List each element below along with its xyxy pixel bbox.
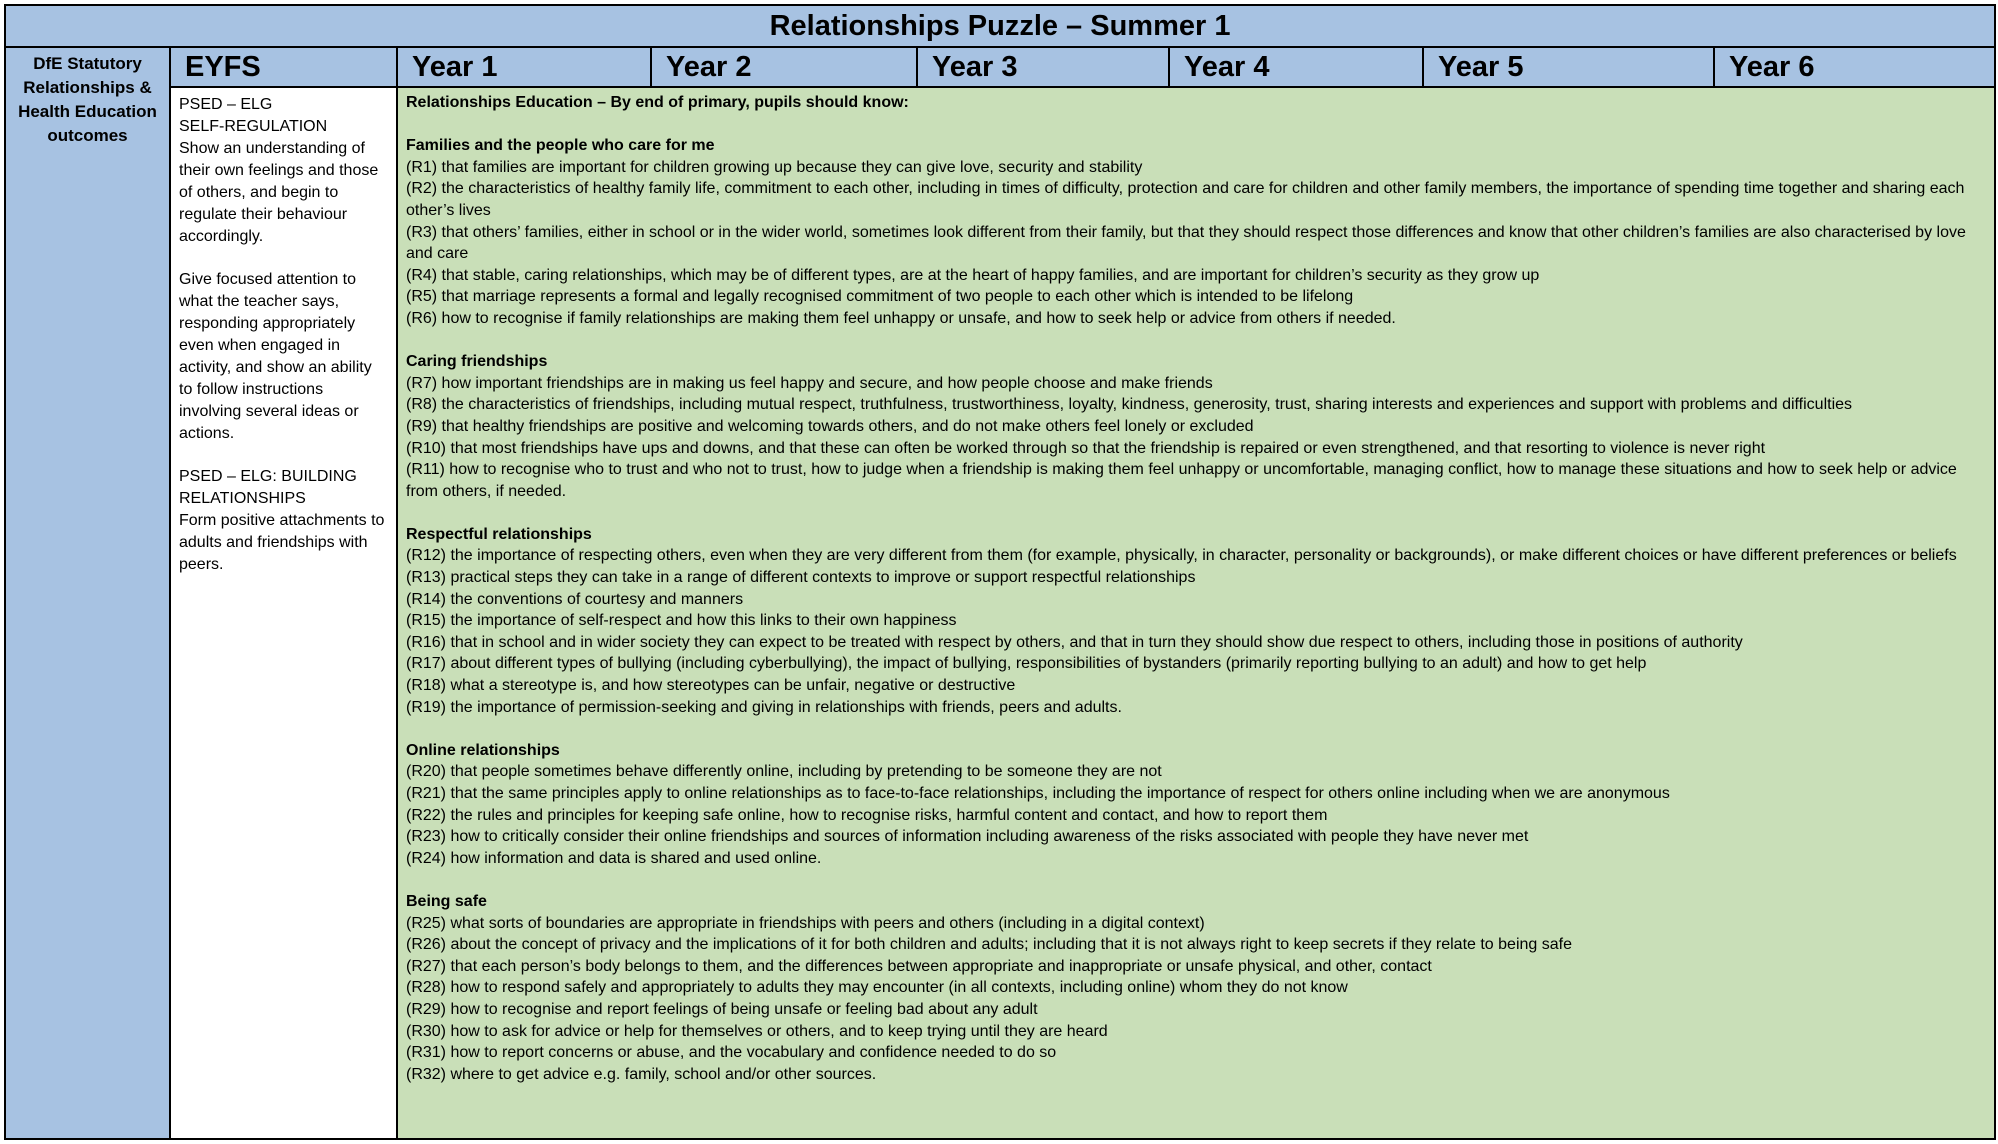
outcome-item: (R26) about the concept of privacy and the implications of it for both children and adults; including that it is not always right to keep secrets if they relate to being safe: [406, 936, 1572, 954]
outcome-item: (R29) how to recognise and report feelings of being unsafe or feeling bad about any adult: [406, 1000, 1038, 1018]
outcome-item: (R22) the rules and principles for keeping safe online, how to recognise risks, harmful content and contact, and how to report them: [406, 806, 1328, 824]
outcome-sections: [406, 135, 1986, 1085]
column-header-year-2: Year 2: [651, 47, 917, 87]
outcome-section: [406, 524, 1986, 718]
outcome-section: [406, 740, 1986, 870]
curriculum-table: [4, 4, 1996, 1140]
eyfs-building-relationships: [179, 466, 388, 576]
outcome-item: (R21) that the same principles apply to online relationships as to face-to-face relationships, including the importance of respect for others online including when we are anonymous: [406, 785, 1670, 802]
outcome-item: (R5) that marriage represents a formal and legally recognised commitment of two people to each other which is intended to be lifelong: [406, 288, 1354, 306]
outcome-item: (R1) that families are important for children growing up because they can give love, security and stability: [406, 158, 1143, 176]
outcome-item: (R20) that people sometimes behave differently online, including by pretending to be someone they are not: [406, 763, 1162, 781]
outcome-item: (R9) that healthy friendships are positive and welcoming towards others, and do not make others feel lonely or excluded: [406, 417, 1254, 435]
outcome-item: (R13) practical steps they can take in a range of different contexts to improve or support respectful relationships: [406, 569, 1196, 587]
section-heading: Online relationships: [406, 741, 560, 759]
outcome-item: (R7) how important friendships are in making us feel happy and secure, and how people choose and make friends: [406, 374, 1213, 392]
eyfs-self-regulation: [179, 94, 388, 248]
eyfs-line: SELF-REGULATION: [179, 118, 328, 135]
eyfs-line: PSED – ELG: BUILDING RELATIONSHIPS: [179, 468, 357, 507]
eyfs-attention: Give focused attention to what the teacher says, responding appropriately even when engaged in activity, and show an ability to follow instructions involving several ideas or actions.: [179, 271, 372, 442]
outcome-item: (R17) about different types of bullying (including cyberbullying), the impact of bullying, responsibilities of bystanders (primarily reporting bullying to an adult) and how to get help: [406, 655, 1647, 673]
column-header-year-6: Year 6: [1714, 47, 1995, 87]
column-header-year-4: Year 4: [1169, 47, 1423, 87]
section-heading: Being safe: [406, 892, 487, 910]
outcome-section: [406, 351, 1986, 502]
outcome-item: (R10) that most friendships have ups and downs, and that these can often be worked through so that the friendship is repaired or even strengthened, and that resorting to violence is never right: [406, 439, 1766, 457]
outcome-item: (R15) the importance of self-respect and how this links to their own happiness: [406, 612, 957, 630]
outcome-item: (R18) what a stereotype is, and how stereotypes can be unfair, negative or destructive: [406, 677, 1016, 695]
eyfs-line: Show an understanding of their own feelings and those of others, and begin to regulate their behaviour accordingly.: [179, 140, 379, 245]
eyfs-line: Form positive attachments to adults and friendships with peers.: [179, 512, 385, 573]
eyfs-outcomes-cell: [170, 87, 397, 1139]
outcome-item: (R25) what sorts of boundaries are appropriate in friendships with peers and others (including in a digital context): [406, 914, 1205, 932]
outcome-item: (R11) how to recognise who to trust and who not to trust, how to judge when a friendship is making them feel unhappy or uncomfortable, managing conflict, how to manage these situations and how to seek help or advice from others, if needed.: [406, 461, 1957, 500]
outcome-item: (R30) how to ask for advice or help for themselves or others, and to keep trying until they are heard: [406, 1022, 1108, 1040]
outcome-item: (R24) how information and data is shared and used online.: [406, 849, 822, 867]
page-title: Relationships Puzzle – Summer 1: [5, 5, 1995, 47]
column-header-year-5: Year 5: [1423, 47, 1714, 87]
outcome-item: (R4) that stable, caring relationships, which may be of different types, are at the heart of happy families, and are important for children’s security as they grow up: [406, 266, 1540, 284]
outcome-item: (R16) that in school and in wider society they can expect to be treated with respect by others, and that in turn they should show due respect to others, including those in positions of authority: [406, 633, 1743, 651]
outcome-item: (R32) where to get advice e.g. family, school and/or other sources.: [406, 1065, 877, 1083]
outcome-item: (R23) how to critically consider their online friendships and sources of information including awareness of the risks associated with people they have never met: [406, 828, 1529, 846]
column-header-eyfs: EYFS: [170, 47, 397, 87]
outcome-item: (R3) that others’ families, either in school or in the wider world, sometimes look different from their family, but that they should respect those differences and know that other children’s families are also characterised by love and care: [406, 223, 1966, 263]
outcome-item: (R31) how to report concerns or abuse, and the vocabulary and confidence needed to do so: [406, 1044, 1057, 1062]
outcome-item: (R19) the importance of permission-seeking and giving in relationships with friends, peers and adults.: [406, 698, 1122, 716]
outcome-item: (R8) the characteristics of friendships, including mutual respect, truthfulness, trustworthiness, loyalty, kindness, generosity, trust, sharing interests and experiences and support with problems and difficulties: [406, 396, 1853, 414]
section-heading: Respectful relationships: [406, 525, 592, 543]
outcome-item: (R6) how to recognise if family relationships are making them feel unhappy or unsafe, and how to seek help or advice from others if needed.: [406, 309, 1396, 327]
relationships-outcomes-cell: [397, 87, 1995, 1139]
outcomes-label: DfE Statutory Relationships & Health Education outcomes: [5, 47, 170, 1139]
outcome-section: [406, 891, 1986, 1085]
section-heading: Caring friendships: [406, 353, 548, 371]
column-header-year-1: Year 1: [397, 47, 651, 87]
eyfs-line: PSED – ELG: [179, 96, 273, 113]
outcome-section: [406, 135, 1986, 329]
outcome-item: (R14) the conventions of courtesy and manners: [406, 590, 744, 608]
column-header-year-3: Year 3: [917, 47, 1169, 87]
outcome-item: (R2) the characteristics of healthy family life, commitment to each other, including in times of difficulty, protection and care for children and other family members, the importance of spending time together and sharing each other’s lives: [406, 180, 1965, 219]
outcome-item: (R12) the importance of respecting others, even when they are very different from them (for example, physically, in character, personality or backgrounds), or make different choices or have different preferences or beliefs: [406, 547, 1957, 565]
outcome-item: (R28) how to respond safely and appropriately to adults they may encounter (in all contexts, including online) whom they do not know: [406, 979, 1348, 997]
section-heading: Families and the people who care for me: [406, 137, 715, 155]
outcome-item: (R27) that each person’s body belongs to them, and the differences between appropriate and inappropriate or unsafe physical, and other, contact: [406, 957, 1432, 975]
outcomes-intro: Relationships Education – By end of primary, pupils should know:: [406, 94, 909, 111]
